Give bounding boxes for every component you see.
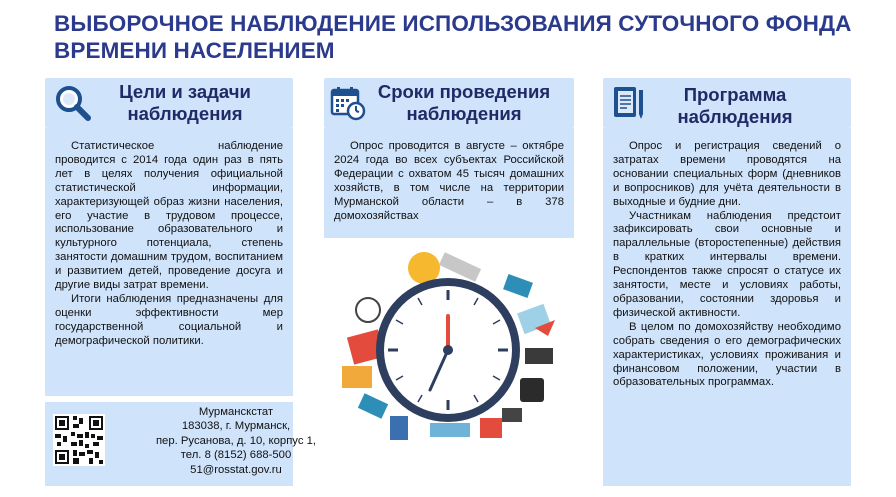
section-program-panel <box>603 128 851 486</box>
contact-address-line-2: пер. Русанова, д. 10, корпус 1, <box>155 434 317 447</box>
program-paragraph-2: Участникам наблюдения предстоит зафиксировать свои основные и параллельные (второстепенные) действия в кратких интервалы времени. Респондентов также спросят о статусе их занятости, месте и условиях работы, образовании, состоянии здоровья и физической активности. <box>613 209 841 319</box>
program-paragraph-1: Опрос и регистрация сведений о затратах времени проводятся на основании специальных форм (дневников и вопросников) для учёта деятельности в выходные и будние дни. <box>613 140 841 208</box>
section-dates-panel <box>324 128 574 238</box>
contact-address-line-1: 183038, г. Мурманск, <box>181 420 291 433</box>
dates-paragraph-1: Опрос проводится в августе – октябре 2024 года во всех субъектах Российской Федерации с охватом 45 тысяч домашних хозяйств, в том числе на территории Мурманской области – в 378 домохозяйствах <box>334 140 564 222</box>
notebook-icon <box>609 84 647 127</box>
goals-paragraph-1: Статистическое наблюдение проводится с 2014 года один раз в пять лет в целях получения официальной статистической информации, характеризующей образ жизни населения, его участие в трудовом процессе, использование образовательного и культурного потенциала, степень занятости домашним трудом, воспитанием и развитием детей, проведение досуга и другие виды затрат времени. <box>55 140 283 292</box>
contact-card <box>45 402 317 486</box>
page-title: ВЫБОРОЧНОЕ НАБЛЮДЕНИЕ ИСПОЛЬЗОВАНИЯ СУТОЧНОГО ФОНДА ВРЕМЕНИ НАСЕЛЕНИЕМ <box>54 11 852 63</box>
section-program-heading: Программа наблюдения <box>677 84 793 127</box>
contact-org: Мурманскстат <box>198 406 274 418</box>
section-goals-heading: Цели и задачи наблюдения <box>119 81 251 124</box>
qr-code-icon <box>53 414 105 471</box>
section-dates-heading: Сроки проведения наблюдения <box>377 81 551 124</box>
contact-email: 51@rosstat.gov.ru <box>190 463 282 476</box>
contact-phone: тел. 8 (8152) 688-500 <box>180 449 292 462</box>
section-goals-panel <box>45 128 293 396</box>
magnifier-icon <box>54 84 92 127</box>
clock-illustration-icon <box>330 238 570 458</box>
program-paragraph-3: В целом по домохозяйству необходимо собрать сведения о его демографических характеристиках, условиях проживания и финансовом положении, участии в образовательных программах. <box>613 320 841 389</box>
calendar-icon <box>330 85 366 126</box>
goals-paragraph-2: Итоги наблюдения предназначены для оценки эффективности мер государственной социальной и демографической политики. <box>55 292 283 347</box>
